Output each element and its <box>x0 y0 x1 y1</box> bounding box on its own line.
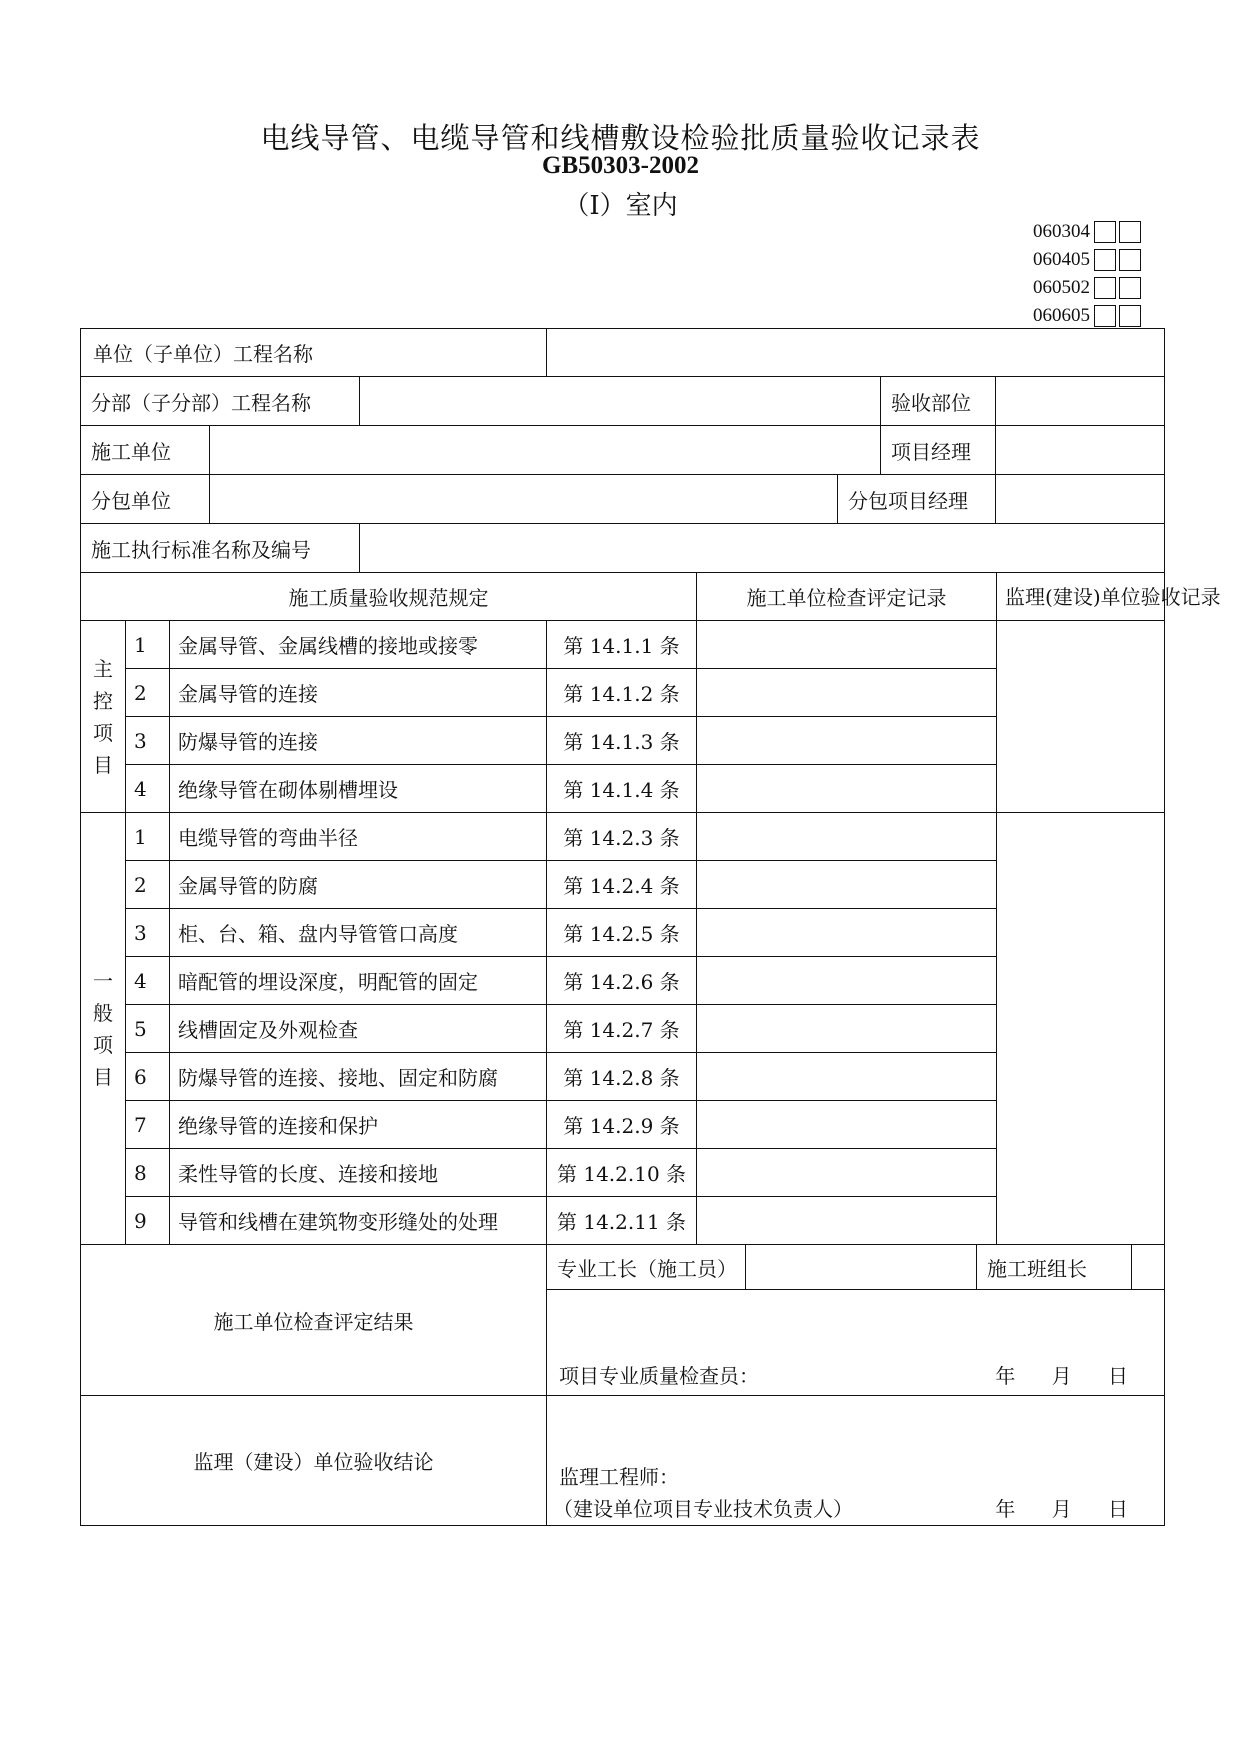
supervision-conclusion-label: 监理（建设）单位验收结论 <box>81 1396 547 1526</box>
subcontract-manager-label: 分包项目经理 <box>838 475 996 523</box>
code-checkbox-list <box>1010 218 1144 330</box>
acceptance-location-label: 验收部位 <box>881 377 996 425</box>
item-description: 防爆导管的连接 <box>170 717 547 765</box>
item-number: 1 <box>126 621 170 669</box>
item-number: 1 <box>126 813 170 861</box>
check-record-cell[interactable] <box>697 717 997 765</box>
item-number: 2 <box>126 669 170 717</box>
unit-project-row <box>81 329 1165 377</box>
item-number: 6 <box>126 1053 170 1101</box>
code-checkbox[interactable] <box>1119 249 1141 271</box>
item-clause: 第 14.2.11 条 <box>547 1197 697 1245</box>
owner-technical-lead-label: （建设单位项目专业技术负责人） <box>553 1496 854 1521</box>
code-checkbox[interactable] <box>1094 249 1116 271</box>
main-items-label: 主控项目 <box>93 656 113 777</box>
form-subtitle: （Ⅰ）室内 <box>563 191 678 221</box>
item-clause: 第 14.2.6 条 <box>547 957 697 1005</box>
item-clause: 第 14.2.3 条 <box>547 813 697 861</box>
supervision-conclusion-content[interactable] <box>547 1397 1164 1525</box>
item-description: 电缆导管的弯曲半径 <box>170 813 547 861</box>
code-label: 060405 <box>1033 249 1090 270</box>
item-clause: 第 14.1.1 条 <box>547 621 697 669</box>
check-record-cell[interactable] <box>697 861 997 909</box>
subcontract-unit-label: 分包单位 <box>81 475 210 523</box>
check-record-cell[interactable] <box>697 1005 997 1053</box>
spec-column-header: 施工质量验收规范规定 <box>81 573 697 621</box>
item-number: 7 <box>126 1101 170 1149</box>
check-record-cell[interactable] <box>697 957 997 1005</box>
team-leader-field[interactable] <box>1132 1245 1164 1289</box>
sub-project-row <box>81 377 1165 426</box>
check-record-cell[interactable] <box>697 669 997 717</box>
subcontract-unit-field[interactable] <box>210 475 838 523</box>
supervising-engineer-label: 监理工程师： <box>559 1464 680 1489</box>
item-clause: 第 14.2.4 条 <box>547 861 697 909</box>
item-description: 绝缘导管的连接和保护 <box>170 1101 547 1149</box>
check-record-cell[interactable] <box>697 813 997 861</box>
code-label: 060605 <box>1033 305 1090 326</box>
item-number: 9 <box>126 1197 170 1245</box>
code-checkbox[interactable] <box>1094 277 1116 299</box>
supervision-date: 年 月 日 <box>995 1496 1129 1521</box>
check-record-column-header: 施工单位检查评定记录 <box>697 573 997 621</box>
standard-name-field[interactable] <box>360 524 1164 572</box>
item-description: 柔性导管的长度、连接和接地 <box>170 1149 547 1197</box>
item-clause: 第 14.2.10 条 <box>547 1149 697 1197</box>
item-clause: 第 14.1.2 条 <box>547 669 697 717</box>
code-checkbox[interactable] <box>1119 305 1141 327</box>
item-clause: 第 14.2.5 条 <box>547 909 697 957</box>
standard-number: GB50303-2002 <box>542 152 699 179</box>
code-checkbox[interactable] <box>1119 221 1141 243</box>
form-title: 电线导管、电缆导管和线槽敷设检验批质量验收记录表 <box>260 121 981 155</box>
unit-project-label: 单位（子单位）工程名称 <box>93 342 313 366</box>
item-description: 暗配管的埋设深度，明配管的固定 <box>170 957 547 1005</box>
project-manager-label: 项目经理 <box>881 426 996 474</box>
code-row <box>1010 274 1144 302</box>
standard-row <box>81 524 1165 573</box>
general-items-category <box>81 813 126 1245</box>
supervision-record-cell[interactable] <box>997 813 1165 1245</box>
acceptance-record-table <box>80 328 1221 1526</box>
foreman-field[interactable] <box>746 1245 977 1289</box>
item-clause: 第 14.2.8 条 <box>547 1053 697 1101</box>
item-number: 2 <box>126 861 170 909</box>
construction-unit-field[interactable] <box>210 426 881 474</box>
code-label: 060502 <box>1033 277 1090 298</box>
table-row <box>81 621 1165 669</box>
code-row <box>1010 246 1144 274</box>
item-clause: 第 14.1.3 条 <box>547 717 697 765</box>
check-record-cell[interactable] <box>697 765 997 813</box>
check-record-cell[interactable] <box>697 1053 997 1101</box>
item-description: 防爆导管的连接、接地、固定和防腐 <box>170 1053 547 1101</box>
standard-name-label: 施工执行标准名称及编号 <box>81 524 360 572</box>
item-number: 3 <box>126 717 170 765</box>
check-record-cell[interactable] <box>697 909 997 957</box>
construction-unit-label: 施工单位 <box>81 426 210 474</box>
project-manager-field[interactable] <box>996 426 1164 474</box>
supervision-conclusion-row <box>81 1396 1165 1526</box>
main-items-category <box>81 621 126 813</box>
item-number: 5 <box>126 1005 170 1053</box>
team-leader-label: 施工班组长 <box>977 1245 1132 1289</box>
general-items-label: 一般项目 <box>93 968 113 1089</box>
check-record-cell[interactable] <box>697 1149 997 1197</box>
code-row <box>1010 218 1144 246</box>
quality-inspector-label: 项目专业质量检查员： <box>559 1363 760 1388</box>
code-label: 060304 <box>1033 221 1090 242</box>
supervision-record-column-header: 监理(建设)单位验收记录 <box>997 573 1165 621</box>
check-record-cell[interactable] <box>697 621 997 669</box>
code-checkbox[interactable] <box>1094 221 1116 243</box>
check-record-cell[interactable] <box>697 1101 997 1149</box>
check-result-row-top <box>81 1245 1165 1290</box>
item-clause: 第 14.2.9 条 <box>547 1101 697 1149</box>
item-number: 4 <box>126 957 170 1005</box>
item-description: 金属导管、金属线槽的接地或接零 <box>170 621 547 669</box>
check-record-cell[interactable] <box>697 1197 997 1245</box>
check-result-content[interactable] <box>547 1291 1164 1395</box>
supervision-record-cell[interactable] <box>997 621 1165 813</box>
table-row <box>81 813 1165 861</box>
construction-unit-row <box>81 426 1165 475</box>
item-description: 绝缘导管在砌体剔槽埋设 <box>170 765 547 813</box>
check-date: 年 月 日 <box>995 1363 1129 1388</box>
item-number: 3 <box>126 909 170 957</box>
sub-project-field[interactable] <box>360 377 881 425</box>
sub-project-label: 分部（子分部）工程名称 <box>81 377 360 425</box>
code-checkbox[interactable] <box>1119 277 1141 299</box>
item-description: 金属导管的连接 <box>170 669 547 717</box>
item-clause: 第 14.2.7 条 <box>547 1005 697 1053</box>
foreman-label: 专业工长（施工员） <box>547 1245 746 1289</box>
item-description: 柜、台、箱、盘内导管管口高度 <box>170 909 547 957</box>
item-description: 线槽固定及外观检查 <box>170 1005 547 1053</box>
item-description: 导管和线槽在建筑物变形缝处的处理 <box>170 1197 547 1245</box>
code-checkbox[interactable] <box>1094 305 1116 327</box>
subcontract-manager-field[interactable] <box>996 475 1164 523</box>
check-result-label: 施工单位检查评定结果 <box>81 1245 547 1396</box>
column-header-row <box>81 573 1165 621</box>
item-number: 8 <box>126 1149 170 1197</box>
subcontract-row <box>81 475 1165 524</box>
unit-project-field[interactable] <box>547 329 1165 377</box>
acceptance-location-field[interactable] <box>996 377 1164 425</box>
code-row <box>1010 302 1144 330</box>
item-clause: 第 14.1.4 条 <box>547 765 697 813</box>
item-description: 金属导管的防腐 <box>170 861 547 909</box>
item-number: 4 <box>126 765 170 813</box>
